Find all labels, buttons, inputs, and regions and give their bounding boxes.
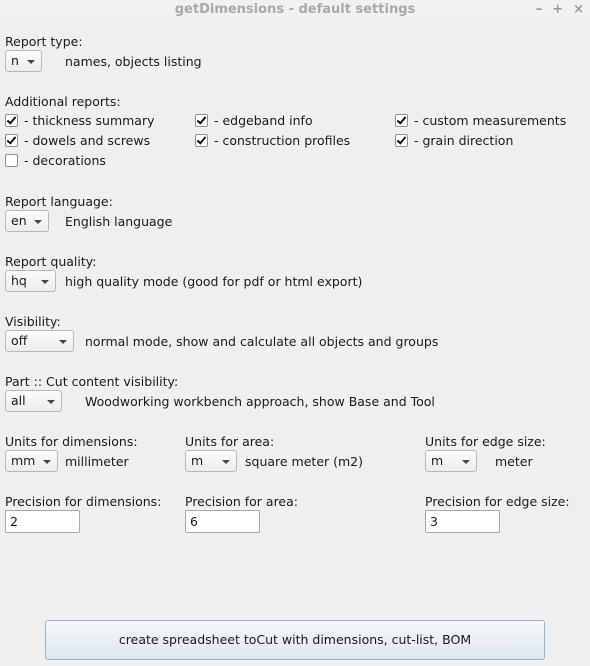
report-quality-value: hq [11, 273, 27, 288]
report-type-select[interactable] [5, 50, 42, 72]
precision-dimensions-label: Precision for dimensions: [5, 494, 162, 509]
check-icon [197, 134, 207, 144]
checkbox-box[interactable] [195, 134, 208, 147]
checkbox-label: - decorations [24, 153, 106, 168]
visibility-select[interactable] [5, 330, 74, 352]
window-controls [536, 0, 584, 20]
window-title: getDimensions - default settings [174, 2, 416, 17]
units-dimensions-description: millimeter [65, 454, 129, 469]
units-edge-label: Units for edge size: [425, 434, 546, 449]
units-area-label: Units for area: [185, 434, 275, 449]
report-language-value: en [11, 213, 27, 228]
chevron-down-icon [222, 460, 230, 464]
checkbox-dowels-and-screws[interactable] [5, 133, 150, 148]
check-icon [7, 114, 17, 124]
checkbox-edgeband-info[interactable] [195, 113, 313, 128]
checkbox-label: - construction profiles [214, 133, 351, 148]
checkbox-thickness-summary[interactable] [5, 113, 155, 128]
checkbox-label: - thickness summary [24, 113, 155, 128]
units-edge-value: m [431, 453, 444, 468]
report-quality-label: Report quality: [5, 254, 97, 269]
check-icon [397, 134, 407, 144]
close-icon[interactable]: × [573, 2, 584, 17]
units-area-description: square meter (m2) [245, 454, 364, 469]
visibility-value: off [11, 333, 28, 348]
checkbox-label: - dowels and screws [24, 133, 151, 148]
precision-area-field[interactable] [185, 510, 260, 533]
units-dimensions-value: mm [11, 453, 36, 468]
report-type-label: Report type: [5, 34, 83, 49]
precision-edge-label: Precision for edge size: [425, 494, 570, 509]
checkbox-box[interactable] [5, 134, 18, 147]
chevron-down-icon [462, 460, 470, 464]
units-area-select[interactable] [185, 450, 237, 472]
cut-visibility-label: Part :: Cut content visibility: [5, 374, 179, 389]
minimize-icon[interactable]: – [535, 2, 543, 17]
cut-visibility-description: Woodworking workbench approach, show Base and Tool [85, 394, 435, 409]
report-language-description: English language [65, 214, 173, 229]
title-bar [0, 0, 590, 20]
checkbox-decorations[interactable] [5, 153, 106, 168]
visibility-description: normal mode, show and calculate all objects and groups [85, 334, 439, 349]
checkbox-label: - custom measurements [414, 113, 567, 128]
additional-reports-label: Additional reports: [5, 94, 121, 109]
report-language-select[interactable] [5, 210, 49, 232]
cut-visibility-value: all [11, 393, 26, 408]
precision-area-label: Precision for area: [185, 494, 298, 509]
check-icon [397, 114, 407, 124]
chevron-down-icon [59, 340, 67, 344]
checkbox-box[interactable] [195, 114, 208, 127]
report-quality-select[interactable] [5, 270, 56, 292]
chevron-down-icon [41, 280, 49, 284]
chevron-down-icon [43, 460, 51, 464]
units-edge-select[interactable] [425, 450, 477, 472]
report-quality-description: high quality mode (good for pdf or html export) [65, 274, 363, 289]
check-icon [7, 134, 17, 144]
visibility-label: Visibility: [5, 314, 61, 329]
checkbox-custom-measurements[interactable] [395, 113, 566, 128]
checkbox-box[interactable] [5, 154, 18, 167]
chevron-down-icon [47, 400, 55, 404]
units-dimensions-label: Units for dimensions: [5, 434, 138, 449]
units-area-value: m [191, 453, 204, 468]
checkbox-label: - grain direction [414, 133, 514, 148]
checkbox-box[interactable] [395, 114, 408, 127]
report-type-description: names, objects listing [65, 54, 202, 69]
checkbox-box[interactable] [5, 114, 18, 127]
precision-dimensions-field[interactable] [5, 510, 80, 533]
maximize-icon[interactable]: + [552, 2, 564, 17]
chevron-down-icon [27, 60, 35, 64]
checkbox-label: - edgeband info [214, 113, 313, 128]
checkbox-grain-direction[interactable] [395, 133, 513, 148]
check-icon [197, 114, 207, 124]
cut-visibility-select[interactable] [5, 390, 62, 412]
create-spreadsheet-button[interactable]: create spreadsheet toCut with dimensions, cut-list, BOM [45, 620, 545, 660]
precision-edge-field[interactable] [425, 510, 500, 533]
checkbox-box[interactable] [395, 134, 408, 147]
units-dimensions-select[interactable] [5, 450, 58, 472]
chevron-down-icon [34, 220, 42, 224]
checkbox-construction-profiles[interactable] [195, 133, 350, 148]
report-type-value: n [11, 53, 19, 68]
report-language-label: Report language: [5, 194, 113, 209]
units-edge-description: meter [495, 454, 533, 469]
